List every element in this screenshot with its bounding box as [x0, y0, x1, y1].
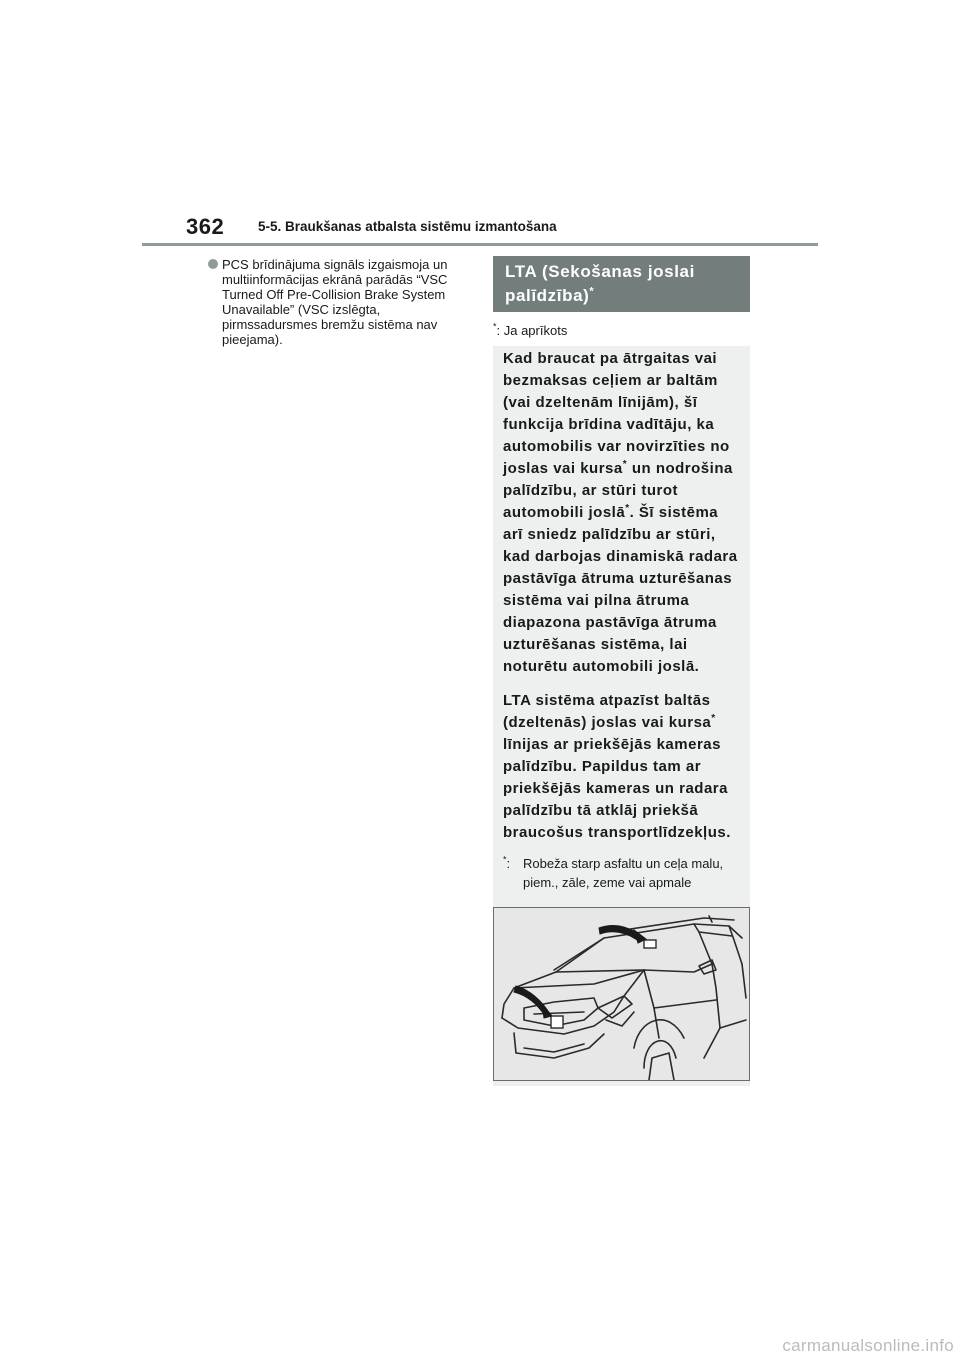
heading-asterisk: *	[589, 285, 595, 298]
p1-asterisk-2: *	[625, 503, 630, 514]
equipment-footnote	[493, 323, 567, 338]
header-divider	[142, 243, 818, 246]
heading-line1: LTA (Sekošanas joslai	[505, 262, 695, 281]
section-title: 5-5. Braukšanas atbalsta sistēmu izmantošana	[258, 219, 557, 234]
p1-asterisk-1: *	[622, 459, 628, 470]
info-paragraph-2	[503, 690, 740, 844]
footnote-text: : Ja aprīkots	[496, 323, 568, 338]
box-footnote-mark: *:	[503, 854, 511, 871]
box-footnote	[503, 854, 740, 892]
heading-line2: palīdzība)	[505, 286, 590, 305]
p2-part-b: līnijas ar priekšējās kameras palīdzību. Papildus tam ar priekšējās kameras un radara palīdzību tā atklāj priekšā braucošus transportlīdzekļus.	[503, 736, 731, 841]
box-footnote-text: Robeža starp asfaltu un ceļa malu, piem., zāle, zeme vai apmale	[523, 856, 724, 890]
box-footnote-asterisk: *	[503, 854, 507, 865]
page-number: 362	[186, 214, 225, 239]
car-camera-radar-illustration	[493, 907, 750, 1081]
p1-part-b: un nodrošina palīdzību, ar stūri turot automobili joslā	[503, 460, 733, 521]
p2-asterisk: *	[711, 713, 716, 724]
lta-section-heading	[493, 256, 750, 312]
bullet-dot-icon	[208, 259, 218, 269]
p2-part-a: LTA sistēma atpazīst baltās (dzeltenās) joslas vai kursa	[503, 692, 712, 731]
watermark: carmanualsonline.info	[782, 1336, 954, 1355]
p1-part-a: Kad braucat pa ātrgaitas vai bezmaksas ceļiem ar baltām (vai dzeltenām līnijām), šī funkcija brīdina vadītāju, ka automobilis var novirzīties no joslas vai kursa	[503, 350, 730, 477]
info-paragraph-1	[503, 348, 740, 678]
car-illustration-icon	[494, 908, 749, 1080]
p1-part-c: . Šī sistēma arī sniedz palīdzību ar stūri, kad darbojas dinamiskā radara pastāvīga ātruma uzturēšanas sistēma vai pilna ātruma diapazona pastāvīga ātruma uzturēšanas sistēma, lai noturētu automobili joslā.	[503, 504, 738, 675]
bullet-item	[208, 257, 470, 347]
bullet-text: PCS brīdinājuma signāls izgaismoja un multiinformācijas ekrānā parādās “VSC Turned Off Pre-Collision Brake System Unavailable” (VSC izslēgta, pirmssadursmes bremžu sistēma nav pieejama).	[222, 257, 448, 347]
footnote-asterisk: *	[493, 321, 497, 332]
